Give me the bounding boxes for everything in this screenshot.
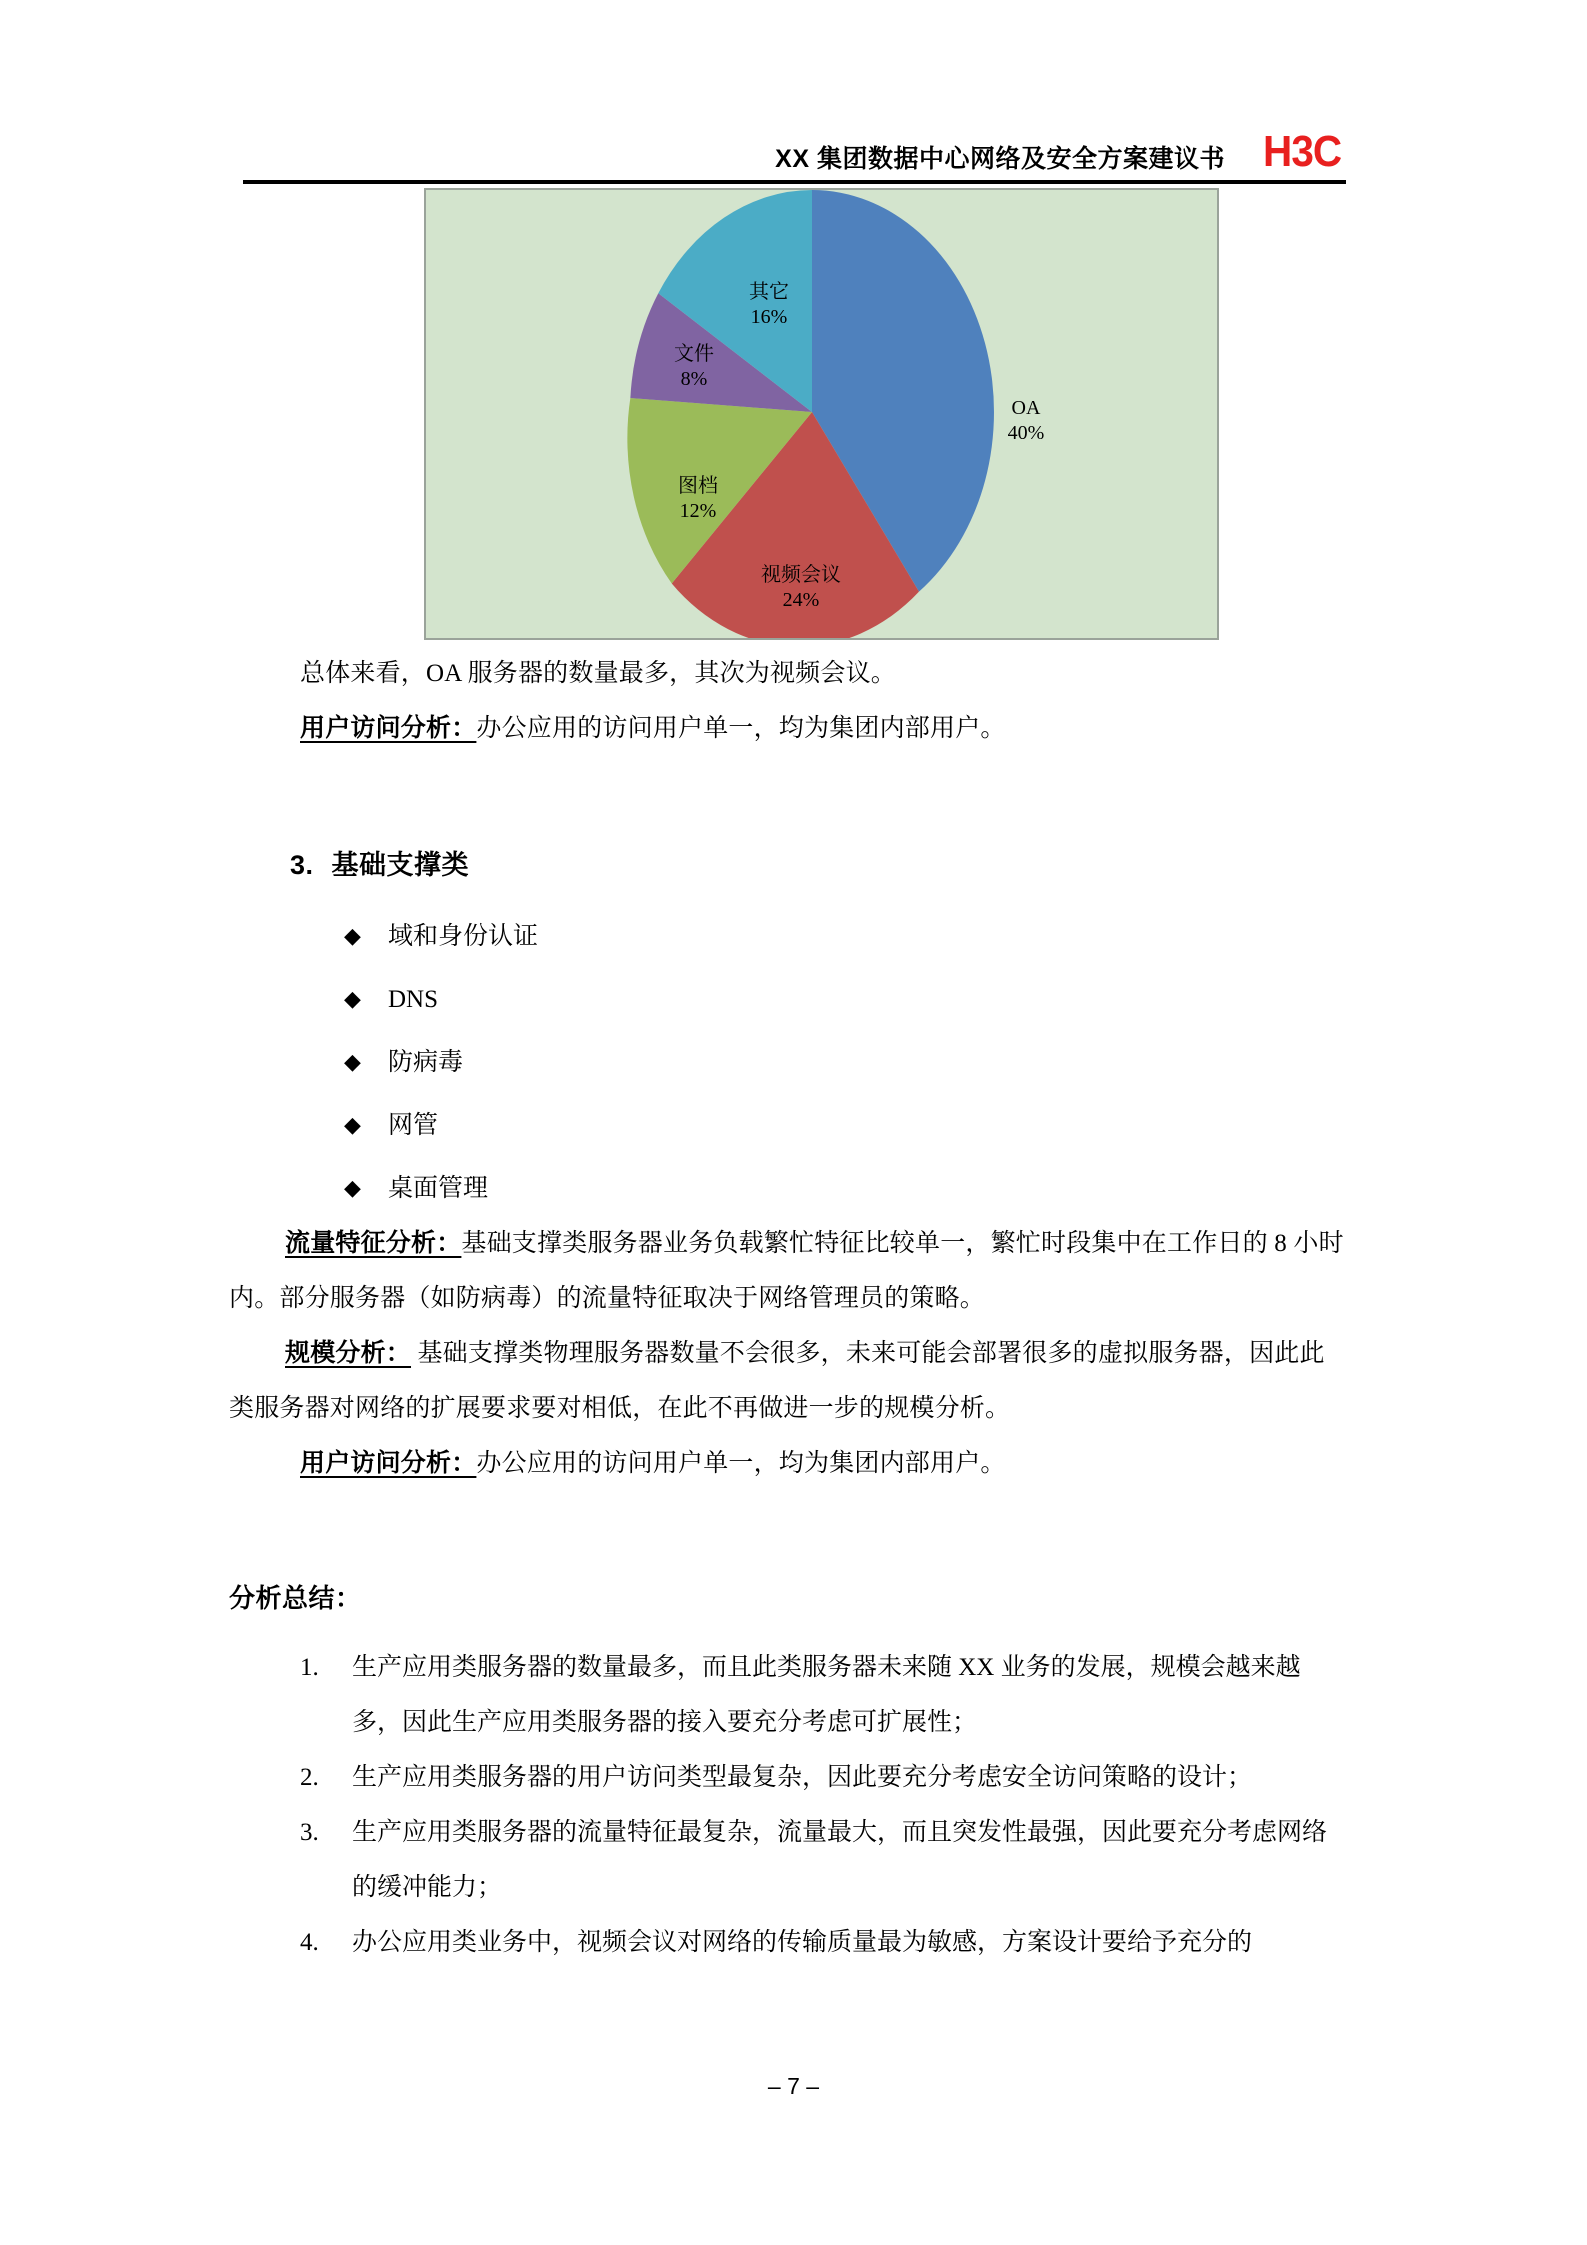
list-item <box>344 1031 1044 1094</box>
summary-heading: 分析总结： <box>229 1583 362 1613</box>
summary-item-number: 4. <box>300 1929 319 1956</box>
user-access-2-rest: 办公应用的访问用户单一，均为集团内部用户。 <box>476 1450 1006 1477</box>
bullet-label: DNS <box>388 986 439 1013</box>
pie-chart <box>426 190 1217 638</box>
pie-label-archive <box>648 474 748 524</box>
pie-label-oa-pct: 40% <box>1007 422 1045 444</box>
pie-label-video-pct: 24% <box>782 589 820 611</box>
pie-label-other <box>714 280 824 330</box>
pie-label-oa <box>971 396 1081 446</box>
summary-item-number: 2. <box>300 1764 319 1791</box>
traffic-analysis-lead: 流量特征分析： <box>285 1229 462 1257</box>
traffic-analysis-rest: 基础支撑类服务器业务负载繁忙特征比较单一，繁忙时段集中在工作日的 8 小时内。部分服务器（如防病毒）的流量特征取决于网络管理员的策略。 <box>229 1230 1344 1312</box>
bullet-label: 桌面管理 <box>388 1175 489 1202</box>
user-access-2-lead: 用户访问分析： <box>300 1449 477 1477</box>
list-item <box>344 905 1044 968</box>
list-item <box>344 1157 1044 1220</box>
pie-label-file-name: 文件 <box>674 343 714 365</box>
diamond-bullet-icon: ◆ <box>344 986 361 1012</box>
paragraph-overall <box>300 646 1350 701</box>
summary-item-number: 1. <box>300 1654 319 1681</box>
pie-chart-figure <box>424 188 1219 640</box>
list-item <box>344 1094 1044 1157</box>
diamond-bullet-icon: ◆ <box>344 1175 361 1201</box>
h3c-logo: H3C <box>1262 127 1342 176</box>
pie-label-video-name: 视频会议 <box>761 564 841 586</box>
diamond-bullet-icon: ◆ <box>344 923 361 949</box>
summary-item-text: 生产应用类服务器的流量特征最复杂，流量最大，而且突发性最强，因此要充分考虑网络的缓冲能力； <box>352 1819 1328 1901</box>
list-item <box>300 1915 1350 1970</box>
user-access-1-rest: 办公应用的访问用户单一，均为集团内部用户。 <box>476 715 1006 742</box>
page-header <box>243 112 1348 174</box>
pie-label-archive-pct: 12% <box>679 500 717 522</box>
scale-analysis-lead: 规模分析： <box>285 1339 412 1367</box>
diamond-bullet-icon: ◆ <box>344 1049 361 1075</box>
paragraph-scale-analysis <box>229 1326 1349 1436</box>
pie-label-file-pct: 8% <box>680 368 708 390</box>
pie-label-video <box>726 563 876 613</box>
bullet-list <box>344 905 1044 1220</box>
pie-label-oa-name: OA <box>1011 397 1041 419</box>
pie-label-archive-name: 图档 <box>678 475 718 497</box>
paragraph-traffic-analysis <box>229 1216 1349 1326</box>
list-item <box>300 1640 1350 1750</box>
diamond-bullet-icon: ◆ <box>344 1112 361 1138</box>
pie-label-other-pct: 16% <box>750 306 788 328</box>
section-heading-number: 3. <box>290 850 314 880</box>
list-item <box>344 968 1044 1031</box>
summary-item-number: 3. <box>300 1819 319 1846</box>
section-heading-3 <box>290 843 469 882</box>
summary-item-text: 生产应用类服务器的用户访问类型最复杂，因此要充分考虑安全访问策略的设计； <box>352 1764 1253 1791</box>
paragraph-user-access-2 <box>300 1436 1350 1491</box>
bullet-label: 网管 <box>388 1112 439 1139</box>
page-footer <box>0 2073 1587 2100</box>
list-item <box>300 1805 1350 1915</box>
header-title: XX 集团数据中心网络及安全方案建议书 <box>775 145 1225 173</box>
bullet-label: 域和身份认证 <box>388 923 539 950</box>
scale-analysis-rest: 基础支撑类物理服务器数量不会很多，未来可能会部署很多的虚拟服务器，因此此类服务器对网络的扩展要求要对相低，在此不再做进一步的规模分析。 <box>229 1340 1325 1422</box>
paragraph-overall-text: 总体来看，OA 服务器的数量最多，其次为视频会议。 <box>300 660 896 687</box>
pie-label-other-name: 其它 <box>749 281 789 303</box>
summary-item-text: 生产应用类服务器的数量最多，而且此类服务器未来随 XX 业务的发展，规模会越来越多，因此生产应用类服务器的接入要充分考虑可扩展性； <box>352 1654 1301 1736</box>
list-item <box>300 1750 1350 1805</box>
page-number: – 7 – <box>767 2073 820 2099</box>
section-heading-title: 基础支撑类 <box>331 850 470 880</box>
summary-list <box>300 1640 1350 1970</box>
summary-item-text: 办公应用类业务中，视频会议对网络的传输质量最为敏感，方案设计要给予充分的 <box>352 1929 1253 1956</box>
pie-label-file <box>644 342 744 392</box>
user-access-1-lead: 用户访问分析： <box>300 714 477 742</box>
header-divider <box>243 180 1346 184</box>
paragraph-user-access-1 <box>300 701 1350 756</box>
bullet-label: 防病毒 <box>388 1049 464 1076</box>
